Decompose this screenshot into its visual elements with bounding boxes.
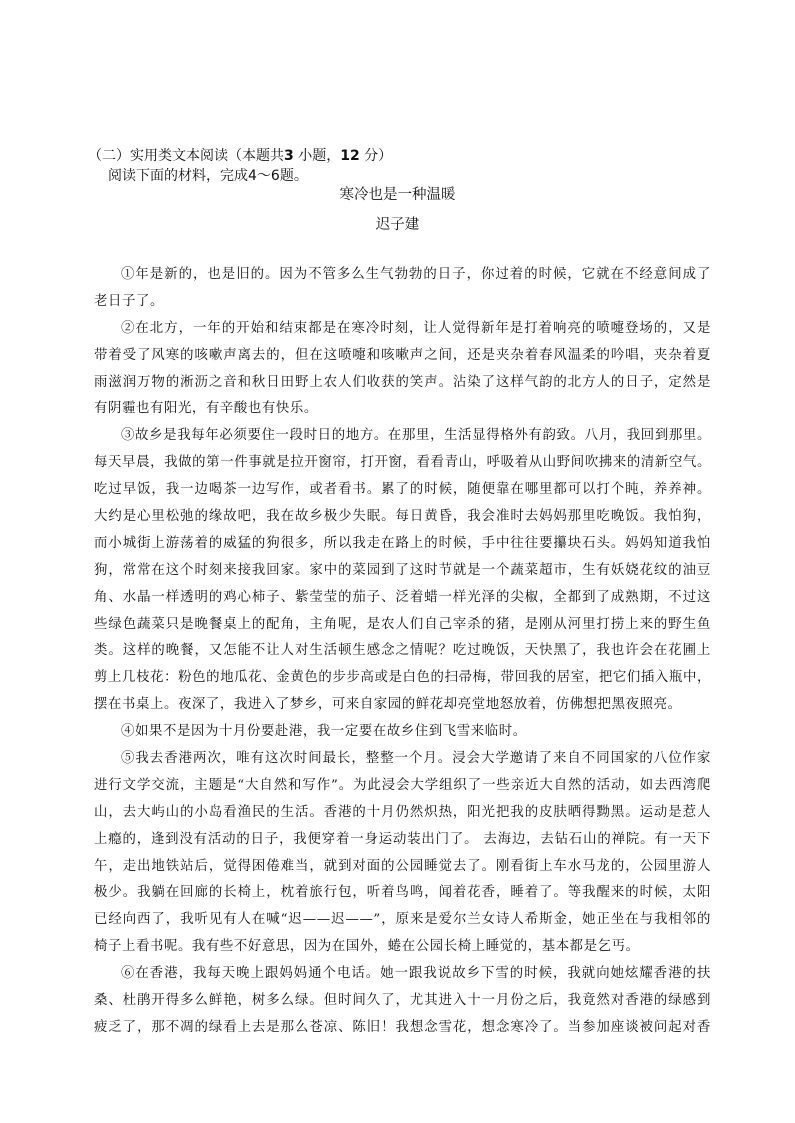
article-line: 每天早晨，我做的第一件事就是拉开窗帘，打开窗，看看青山，呼吸着从山野间吹拂来的清新空气。 (94, 455, 711, 471)
article-title: 寒冷也是一种温暖 (339, 187, 456, 203)
article-line: 山，去大屿山的小岛看渔民的生活。香港的十月仍然炽热，阳光把我的皮肤晒得黝黑。运动是惹人 (94, 804, 711, 820)
section-heading (88, 145, 392, 165)
article-line: 大约是心里松弛的缘故吧，我在故乡极少失眠。每日黄昏，我会准时去妈妈那里吃晚饭。我怕狗， (94, 509, 711, 525)
article-line: 上瘾的，逢到没有活动的日子，我便穿着一身运动装出门了。 去海边，去钻石山的禅院。有一天下 (94, 831, 711, 847)
article-line: 吃过早饭，我一边喝茶一边写作，或者看书。累了的时候，随便靠在哪里都可以打个盹，养养神。 (94, 482, 711, 498)
article-line: 疲乏了，那不凋的绿看上去是那么苍凉、陈旧！我想念雪花，想念寒冷了。当参加座谈被问起对香 (94, 1019, 711, 1035)
article-line: 些绿色蔬菜只是晚餐桌上的配角，主角呢，是农人们自己宰杀的猪，是刚从河里打捞上来的野生鱼 (94, 616, 711, 632)
article-line: 带着受了风寒的咳嗽声离去的，但在这喷嚏和咳嗽声之间，还是夹杂着春风温柔的吟唱，夹杂着夏 (94, 347, 711, 363)
article-line: 有阴霾也有阳光，有辛酸也有快乐。 (94, 401, 318, 417)
section-heading-prefix: （二）实用类文本阅读（本题共 (88, 148, 284, 164)
article-line: 狗，常常在这个时刻来接我回家。家中的菜园到了这时节就是一个蔬菜超市，生有妖娆花纹的油豆 (94, 562, 711, 578)
article-line: 椅子上看书呢。我有些不好意思，因为在国外，蜷在公园长椅上睡觉的，基本都是乞丐。 (94, 939, 640, 955)
article-line: 极少。我躺在回廊的长椅上，枕着旅行包，听着鸟鸣，闻着花香，睡着了。等我醒来的时候，太阳 (94, 885, 711, 901)
article-line: 剪上几枝花：粉色的地瓜花、金黄色的步步高或是白色的扫帚梅，带回我的居室，把它们插入瓶中， (94, 670, 711, 686)
reading-instruction: 阅读下面的材料，完成4～6题。 (108, 168, 308, 184)
article-author: 迟子建 (375, 217, 420, 233)
article-line: 午，走出地铁站后，觉得困倦难当，就到对面的公园睡觉去了。刚看街上车水马龙的，公园里游人 (94, 858, 711, 874)
article-line: 类。这样的晚餐，又怎能不让人对生活顿生感念之情呢？吃过晚饭，天快黑了，我也许会在花圃上 (94, 643, 711, 659)
article-line: 而小城街上游荡着的威猛的狗很多，所以我走在路上的时候，手中往往要攥块石头。妈妈知道我怕 (94, 535, 711, 551)
section-heading-suffix: 分） (359, 148, 393, 164)
article-line: 摆在书桌上。夜深了，我进入了梦乡，可来自家园的鲜花却亮堂地怒放着，仿佛想把黑夜照亮。 (94, 697, 682, 713)
article-line: 老日子了。 (94, 293, 164, 309)
article-line: ⑥在香港，我每天晚上跟妈妈通个电话。她一跟我说故乡下雪的时候，我就向她炫耀香港的扶 (121, 966, 711, 982)
article-line: 桑、杜鹃开得多么鲜艳，树多么绿。但时间久了，尤其进入十一月份之后，我竟然对香港的绿感到 (94, 993, 711, 1009)
total-score: 12 (340, 148, 360, 164)
article-line: ②在北方，一年的开始和结束都是在寒冷时刻，让人觉得新年是打着响亮的喷嚏登场的，又是 (121, 320, 711, 336)
section-heading-mid: 小题， (293, 148, 341, 164)
article-line: ③故乡是我每年必须要住一段时日的地方。在那里，生活显得格外有韵致。八月，我回到那里。 (121, 428, 711, 444)
article-line: 进行文学交流，主题是“大自然和写作”。为此浸会大学组织了一些亲近大自然的活动，如去西湾爬 (94, 777, 711, 793)
article-line: ⑤我去香港两次，唯有这次时间最长，整整一个月。浸会大学邀请了来自不同国家的八位作家 (121, 751, 711, 767)
article-line: 角、水晶一样透明的鸡心柿子、紫莹莹的茄子、泛着蜡一样光泽的尖椒，全都到了成熟期，不过这 (94, 589, 711, 605)
article-line: 已经向西了，我听见有人在喊“迟——迟——”，原来是爱尔兰女诗人希斯金，她正坐在与我相邻的 (94, 912, 711, 928)
question-count: 3 (284, 148, 294, 164)
article-body (94, 262, 711, 1042)
article-line: ④如果不是因为十月份要赴港，我一定要在故乡住到飞雪来临时。 (121, 724, 527, 740)
article-line: ①年是新的，也是旧的。因为不管多么生气勃勃的日子，你过着的时候，它就在不经意间成了 (121, 267, 711, 282)
article-line: 雨滋润万物的淅沥之音和秋日田野上农人们收获的笑声。沾染了这样气韵的北方人的日子，定然是 (94, 374, 711, 390)
